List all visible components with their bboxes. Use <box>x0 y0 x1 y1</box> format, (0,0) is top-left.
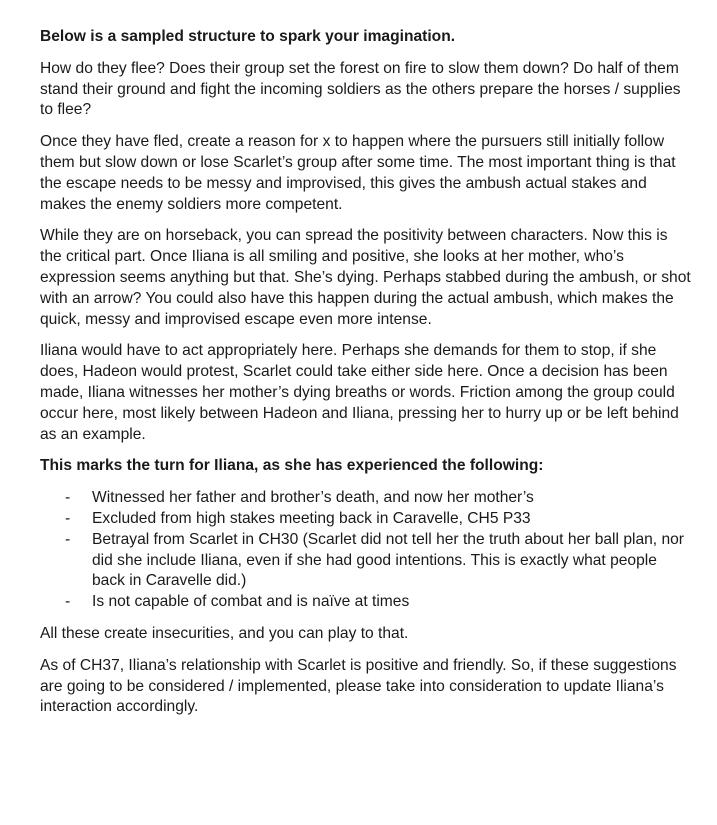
paragraph-flee: How do they flee? Does their group set the forest on fire to slow them down? Do half of them stand their ground and fight the incoming soldiers as the others prepare the horses / supplies to flee? <box>40 59 681 119</box>
list-bullet: - <box>65 530 71 548</box>
list-bullet: - <box>65 593 71 611</box>
paragraph-pursuers: Once they have fled, create a reason for x to happen where the pursuers still initially follow them but slow down or lose Scarlet’s group after some time. The most important thing is that the escape needs to be messy and improvised, this gives the ambush actual stakes and makes the enemy soldiers more competent. <box>40 133 676 213</box>
list-item <box>40 509 691 530</box>
list-bullet: - <box>65 489 71 507</box>
list-item-text: Excluded from high stakes meeting back in Caravelle, CH5 P33 <box>92 509 531 527</box>
turn-heading: This marks the turn for Iliana, as she has experienced the following: <box>40 457 544 475</box>
list-item-text: Witnessed her father and brother’s death, and now her mother’s <box>92 489 534 507</box>
list-item <box>40 592 691 613</box>
paragraph-horseback: While they are on horseback, you can spread the positivity between characters. Now this is the critical part. Once Iliana is all smiling and positive, she looks at her mother, who’s expression seems anything but that. She’s dying. Perhaps stabbed during the ambush, or shot with an arrow? You could also have this happen during the actual ambush, which makes the quick, messy and improvised escape even more intense. <box>40 227 691 328</box>
list-item <box>40 488 691 509</box>
list-item-text: Is not capable of combat and is naïve at times <box>92 593 410 611</box>
paragraph-insecurities: All these create insecurities, and you can play to that. <box>40 624 409 642</box>
paragraph-relationship-note: As of CH37, Iliana’s relationship with Scarlet is positive and friendly. So, if these suggestions are going to be considered / implemented, please take into consideration to update Iliana’s interaction accordingly. <box>40 656 677 716</box>
list-item-text: Betrayal from Scarlet in CH30 (Scarlet did not tell her the truth about her ball plan, nor did she include Iliana, even if she had good intentions. This is exactly what people back in Caravelle did.) <box>92 530 684 590</box>
list-bullet: - <box>65 509 71 527</box>
paragraph-iliana-reaction: Iliana would have to act appropriately here. Perhaps she demands for them to stop, if she does, Hadeon would protest, Scarlet could take either side here. Once a decision has been made, Iliana witnesses her mother’s dying breaths or words. Friction among the group could occur here, most likely between Hadeon and Iliana, pressing her to hurry up or be left behind as an example. <box>40 342 679 443</box>
experience-list <box>40 488 691 613</box>
list-item <box>40 530 691 592</box>
intro-heading: Below is a sampled structure to spark your imagination. <box>40 28 456 45</box>
